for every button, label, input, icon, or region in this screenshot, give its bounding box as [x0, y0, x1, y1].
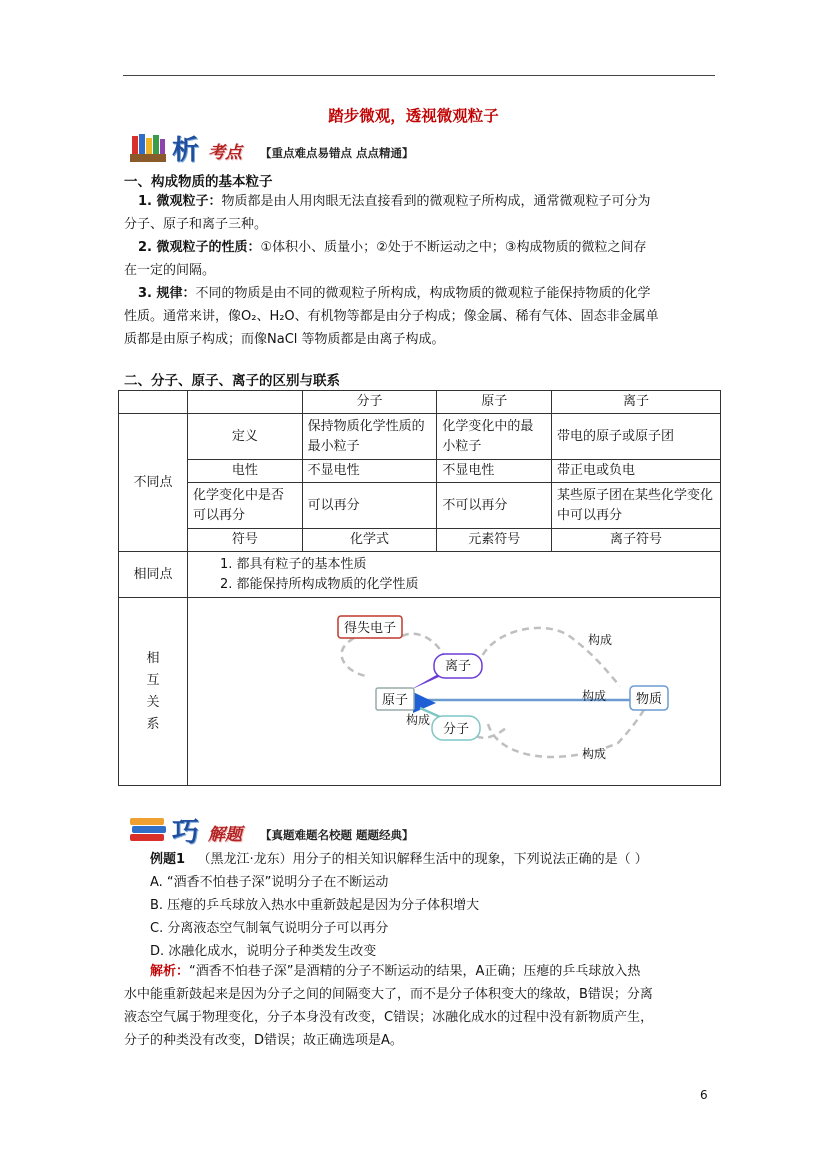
page-number: 6	[700, 1088, 708, 1102]
example-analysis: 解析：“酒香不怕巷子深”是酒精的分子不断运动的结果，A正确；压瘪的乒乓球放入热 水中能重新鼓起来是因为分子之间的间隔变大了，而不是分子体积变大的缘故，B错误；分离 液态空气属于物理变化，分子本身没有改变，C错误；冰融化成水的过程中没有新物质产生， 分子的种类没有改变，D错误；故正确选项是A。	[124, 964, 654, 1048]
cell: 保持物质化学性质的最小粒子	[302, 414, 437, 460]
option-d: D. 冰融化成水，说明分子种类发生改变	[150, 944, 377, 959]
banner-char: 巧	[172, 817, 199, 848]
make-label: 构成	[581, 747, 607, 761]
books-icon	[128, 132, 168, 164]
section-heading-2: 二、分子、原子、离子的区别与联系	[124, 373, 340, 389]
row-label-definition: 定义	[188, 414, 303, 460]
comparison-table	[118, 390, 721, 786]
cell: 元素符号	[437, 529, 552, 552]
section-banner-kaodian	[128, 128, 628, 168]
row-label-symbol: 符号	[188, 529, 303, 552]
same-content: 1. 都具有粒子的基本性质 2. 都能保持所构成物质的化学性质	[188, 552, 721, 598]
banner-char: 析	[172, 135, 199, 166]
ion-label: 离子	[444, 659, 472, 674]
stacked-books-icon	[128, 814, 168, 846]
page-title: 踏步微观，透视微观粒子	[328, 107, 499, 125]
cell: 带正电或负电	[552, 460, 721, 483]
same-label: 相同点	[119, 552, 188, 598]
header-atom: 原子	[437, 391, 552, 414]
header-ion: 离子	[552, 391, 721, 414]
gain-lose-label: 得失电子	[343, 621, 397, 636]
cell: 不显电性	[437, 460, 552, 483]
paragraph-micro-particles: 1. 微观粒子：物质都是由人用肉眼无法直接看到的微观粒子所构成，通常微观粒子可分为 分子、原子和离子三种。 2. 微观粒子的性质：①体积小、质量小；②处于不断运动之中；③构成物质的微粒之间存 在一定的间隔。 3. 规律：不同的物质是由不同的微观粒子所构成，构成物质的微观粒子能保持物质的化学 性质。通常来讲，像O₂、H₂O、有机物等都是由分子构成；像金属、稀有气体、固态非金属单 质都是由原子构成；而像NaCl 等物质都是由离子构成。	[124, 194, 659, 347]
connector	[342, 638, 366, 676]
cell: 可以再分	[302, 483, 437, 529]
relation-label: 相 互 关 系	[119, 598, 188, 786]
example-question: 例题1 （黑龙江·龙东）用分子的相关知识解释生活中的现象，下列说法正确的是（ ） A. “酒香不怕巷子深”说明分子在不断运动 B. 压瘪的乒乓球放入热水中重新鼓起是因为分子体积增大 C. 分离液态空气制氧气说明分子可以再分 D. 冰融化成水，说明分子种类发生改变	[150, 848, 648, 963]
cell: 不可以再分	[437, 483, 552, 529]
option-c: C. 分离液态空气制氧气说明分子可以再分	[150, 921, 389, 936]
connector	[488, 702, 648, 757]
banner-tag: 【重点难点易错点 点点精通】	[260, 146, 414, 160]
cell: 化学式	[302, 529, 437, 552]
banner-tag: 【真题难题名校题 题题经典】	[260, 828, 414, 842]
atom-label: 原子	[381, 693, 409, 708]
cell: 某些原子团在某些化学变化中可以再分	[552, 483, 721, 529]
connector	[402, 634, 444, 656]
make-label: 构成	[587, 633, 613, 647]
cell: 带电的原子或原子团	[552, 414, 721, 460]
row-label-divisible: 化学变化中是否可以再分	[188, 483, 303, 529]
section-banner-jieti	[128, 810, 628, 850]
diff-label: 不同点	[119, 414, 188, 552]
header-rule	[123, 75, 715, 76]
header-molecule: 分子	[302, 391, 437, 414]
molecule-label: 分子	[442, 722, 470, 737]
cell: 离子符号	[552, 529, 721, 552]
cell: 化学变化中的最小粒子	[437, 414, 552, 460]
relation-diagram	[188, 598, 720, 785]
option-b: B. 压瘪的乒乓球放入热水中重新鼓起是因为分子体积增大	[150, 898, 480, 913]
banner-word: 考点	[208, 143, 242, 163]
make-label: 构成	[581, 689, 607, 703]
row-label-charge: 电性	[188, 460, 303, 483]
matter-label: 物质	[635, 692, 663, 707]
cell: 不显电性	[302, 460, 437, 483]
option-a: A. “酒香不怕巷子深”说明分子在不断运动	[150, 875, 389, 890]
banner-word: 解题	[208, 825, 242, 845]
relation-diagram-cell	[188, 598, 721, 786]
make-label: 构成	[405, 713, 431, 727]
section-heading-1: 一、构成物质的基本粒子	[124, 174, 273, 190]
